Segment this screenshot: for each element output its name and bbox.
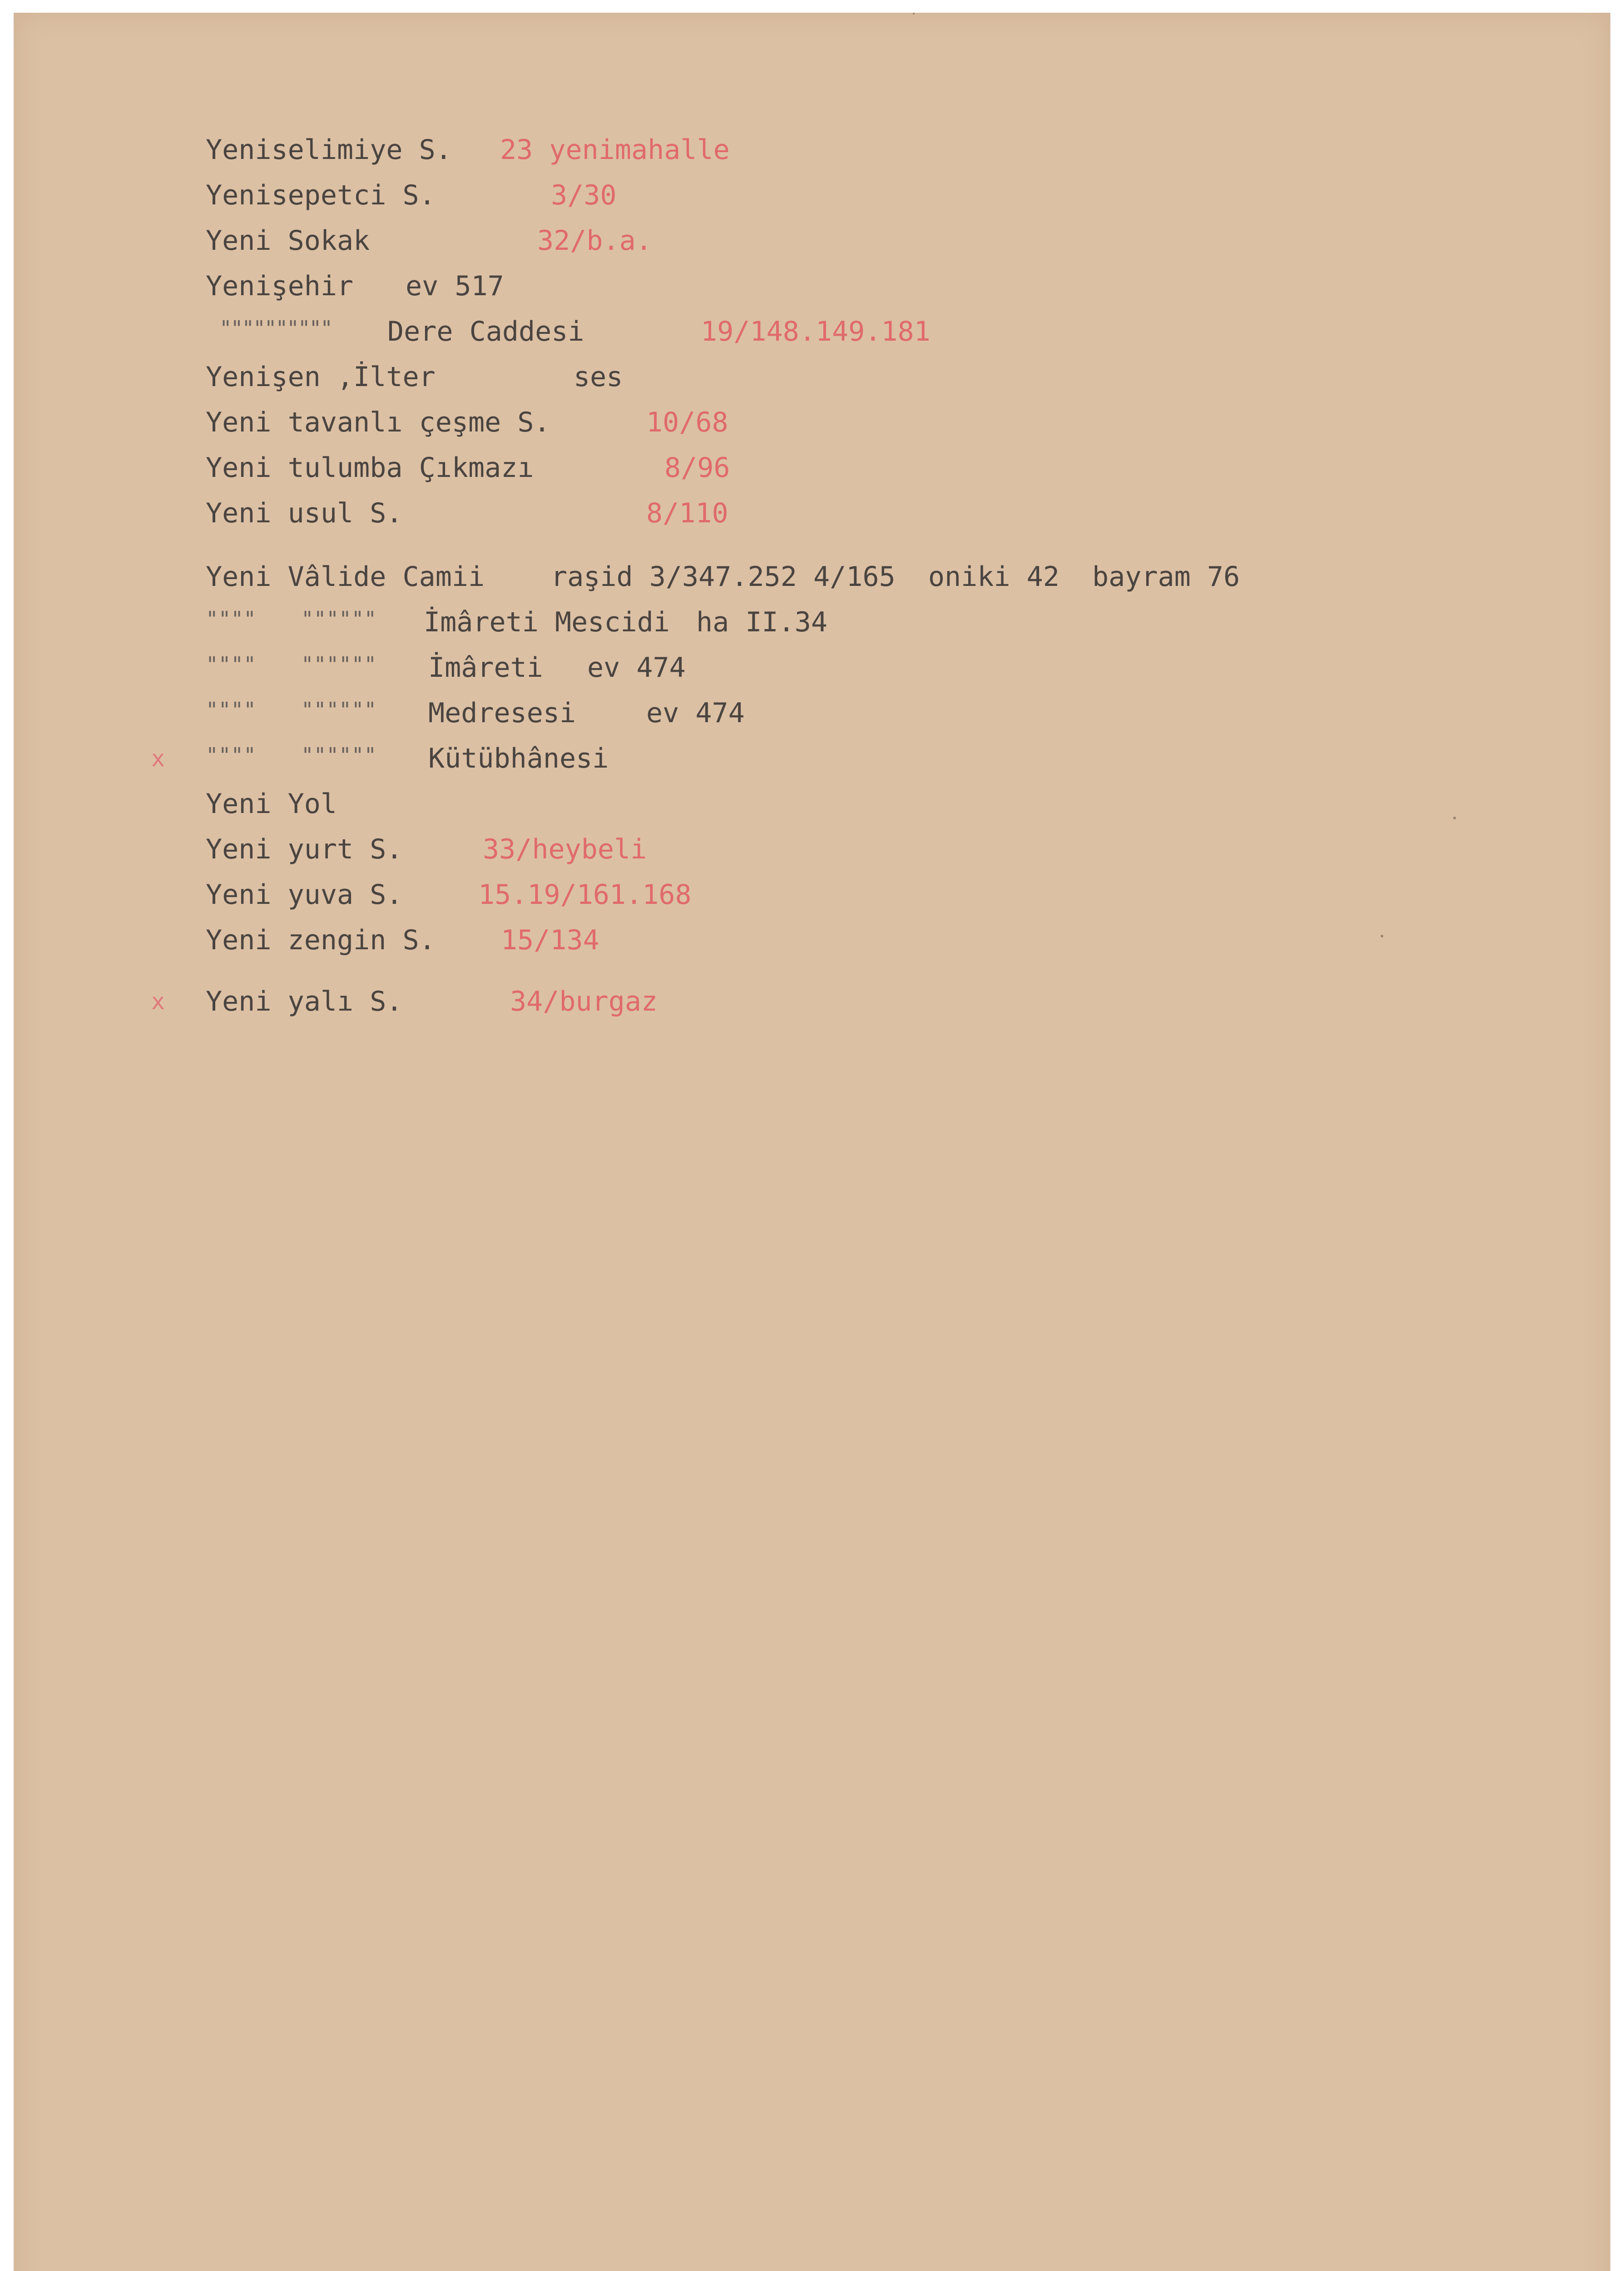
- entry-name: Yeni zengin S.: [206, 924, 436, 956]
- paper-speck: [1453, 817, 1456, 819]
- x-mark: x: [151, 745, 165, 772]
- entry-name: Yenişen ,İlter: [206, 361, 436, 393]
- entry-name: Medresesi: [428, 697, 576, 729]
- paper-speck: [1381, 935, 1383, 937]
- entry-ref: 23 yenimahalle: [500, 134, 730, 166]
- entry-name: Yeni yuva S.: [206, 879, 403, 911]
- ditto-marks: """""": [301, 652, 377, 677]
- ditto-marks: """": [206, 652, 256, 677]
- entry-note: ev 517: [406, 270, 504, 302]
- entry-name: Yeni Sokak: [206, 225, 370, 257]
- entry-ref: 10/68: [646, 407, 728, 438]
- entry-ref: 32/b.a.: [537, 225, 652, 257]
- ditto-marks: """""""""": [219, 316, 332, 341]
- ditto-marks: """""": [301, 698, 377, 722]
- entry-note: ev 474: [587, 652, 686, 684]
- ditto-marks: """""": [301, 607, 377, 631]
- paper-sheet: [14, 13, 1610, 2271]
- entry-name: Yeni Vâlide Camii: [206, 561, 485, 593]
- entry-name: Dere Caddesi: [387, 316, 584, 347]
- entry-ref: 34/burgaz: [510, 986, 658, 1017]
- ditto-marks: """""": [301, 743, 377, 768]
- entry-note: ev 474: [646, 697, 745, 729]
- entry-name: Yeniselimiye S.: [206, 134, 452, 166]
- entry-name: Yeni tulumba Çıkmazı: [206, 452, 534, 484]
- ditto-marks: """": [206, 743, 256, 768]
- entry-name: Kütübhânesi: [428, 743, 609, 774]
- entry-ref: 3/30: [551, 179, 617, 211]
- entry-ref: 15/134: [501, 924, 599, 956]
- entry-name: Yeni Yol: [206, 788, 337, 820]
- entry-name: Yeni yalı S.: [206, 986, 403, 1017]
- entry-name: Yeni yurt S.: [206, 833, 403, 865]
- entry-note: ses: [574, 361, 623, 393]
- entry-name: Yeni usul S.: [206, 497, 403, 529]
- entry-name: İmâreti Mescidi: [424, 606, 670, 638]
- entry-ref: 19/148.149.181: [701, 316, 931, 347]
- x-mark: x: [151, 988, 165, 1015]
- entry-ref: 15.19/161.168: [478, 879, 692, 911]
- entry-ref: 8/110: [646, 497, 728, 529]
- entry-name: İmâreti: [428, 652, 543, 684]
- entry-ref: 8/96: [664, 452, 730, 484]
- entry-note: raşid 3/347.252 4/165 oniki 42 bayram 76: [551, 561, 1240, 593]
- entry-name: Yenisepetci S.: [206, 179, 436, 211]
- ditto-marks: """": [206, 698, 256, 722]
- ditto-marks: """": [206, 607, 256, 631]
- entry-name: Yenişehir: [206, 270, 354, 302]
- entry-name: Yeni tavanlı çeşme S.: [206, 407, 550, 438]
- paper-speck: [913, 13, 915, 15]
- entry-ref: 33/heybeli: [483, 833, 647, 865]
- entry-note: ha II.34: [696, 606, 827, 638]
